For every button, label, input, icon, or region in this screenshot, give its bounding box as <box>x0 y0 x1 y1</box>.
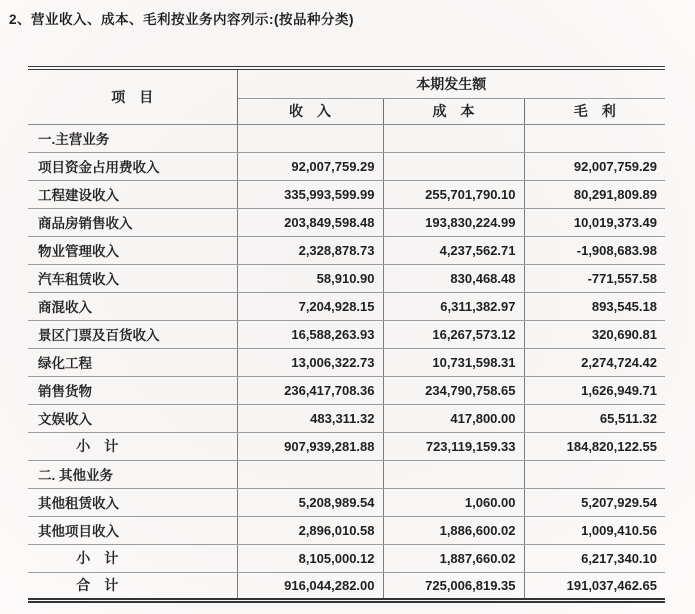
item-label-cell: 物业管理收入 <box>28 236 237 264</box>
income-value-cell: 2,896,010.58 <box>237 516 383 544</box>
cost-value-cell: 830,468.48 <box>383 264 524 292</box>
cost-value-cell: 1,886,600.02 <box>383 516 524 544</box>
income-value-cell: 8,105,000.12 <box>237 544 383 572</box>
profit-value-cell: 1,009,410.56 <box>524 516 665 544</box>
table-row <box>28 292 665 320</box>
table-row <box>28 404 665 432</box>
income-value-cell: 5,208,989.54 <box>237 488 383 516</box>
profit-value-cell: 5,207,929.54 <box>524 488 665 516</box>
header-row-group <box>28 68 665 98</box>
income-value-cell: 16,588,263.93 <box>237 320 383 348</box>
income-value-cell: 92,007,759.29 <box>237 152 383 180</box>
profit-value-cell: 893,545.18 <box>524 292 665 320</box>
item-label-cell: 小 计 <box>28 544 237 572</box>
item-label-cell: 二. 其他业务 <box>28 460 237 488</box>
item-label-cell: 项目资金占用费收入 <box>28 152 237 180</box>
cost-value-cell: 6,311,382.97 <box>383 292 524 320</box>
cost-value-cell: 16,267,573.12 <box>383 320 524 348</box>
profit-value-cell: 6,217,340.10 <box>524 544 665 572</box>
item-label-cell: 小 计 <box>28 432 237 460</box>
item-label-cell: 其他项目收入 <box>28 516 237 544</box>
cost-value-cell: 255,701,790.10 <box>383 180 524 208</box>
profit-value-cell: -771,557.58 <box>524 264 665 292</box>
item-label-cell: 商品房销售收入 <box>28 208 237 236</box>
profit-value-cell: 92,007,759.29 <box>524 152 665 180</box>
page-title: 2、营业收入、成本、毛利按业务内容列示:(按品种分类) <box>9 12 354 27</box>
table-row <box>28 572 665 600</box>
income-value-cell: 335,993,599.99 <box>237 180 383 208</box>
column-header-profit: 毛 利 <box>524 98 665 124</box>
income-value-cell: 916,044,282.00 <box>284 577 375 593</box>
profit-value-cell: -1,908,683.98 <box>524 236 665 264</box>
profit-value-cell <box>524 460 665 488</box>
table-header <box>28 68 665 124</box>
item-label-cell: 销售货物 <box>28 376 237 404</box>
table-row <box>28 376 665 404</box>
item-label-cell: 工程建设收入 <box>28 180 237 208</box>
cost-value-cell: 1,060.00 <box>383 488 524 516</box>
table-row <box>28 544 665 572</box>
profit-value-cell: 2,274,724.42 <box>524 348 665 376</box>
cost-value-cell: 10,731,598.31 <box>383 348 524 376</box>
profit-value-cell: 80,291,809.89 <box>524 180 665 208</box>
cost-value-cell <box>383 124 524 152</box>
column-header-income: 收 入 <box>237 98 383 124</box>
item-label-cell: 合 计 <box>28 572 237 600</box>
table-row <box>28 516 665 544</box>
profit-value-cell: 191,037,462.65 <box>524 572 665 600</box>
profit-value-cell: 65,511.32 <box>524 404 665 432</box>
profit-value-cell: 10,019,373.49 <box>524 208 665 236</box>
income-value-cell: 907,939,281.88 <box>237 432 383 460</box>
table-row <box>28 320 665 348</box>
item-label-cell: 商混收入 <box>28 292 237 320</box>
profit-value-cell: 1,626,949.71 <box>524 376 665 404</box>
column-header-item: 项 目 <box>28 68 237 124</box>
income-value-cell <box>237 124 383 152</box>
cost-value-cell: 234,790,758.65 <box>383 376 524 404</box>
item-label-cell: 汽车租赁收入 <box>28 264 237 292</box>
income-value-cell: 2,328,878.73 <box>237 236 383 264</box>
table-row <box>28 124 665 152</box>
item-label-cell: 一.主营业务 <box>28 124 237 152</box>
table-row <box>28 152 665 180</box>
income-value-cell <box>237 460 383 488</box>
cost-value-cell <box>383 152 524 180</box>
cost-value-cell: 723,119,159.33 <box>383 432 524 460</box>
income-value-cell: 483,311.32 <box>237 404 383 432</box>
cost-value-cell: 417,800.00 <box>383 404 524 432</box>
table-row <box>28 460 665 488</box>
cost-value-cell <box>383 460 524 488</box>
item-label-cell: 景区门票及百货收入 <box>28 320 237 348</box>
column-header-cost: 成 本 <box>383 98 524 124</box>
column-header-period-group: 本期发生额 <box>237 68 665 98</box>
item-label-cell: 文娱收入 <box>28 404 237 432</box>
table-row <box>28 208 665 236</box>
table-row <box>28 236 665 264</box>
item-label-cell: 其他租赁收入 <box>28 488 237 516</box>
table-row <box>28 180 665 208</box>
revenue-cost-profit-table <box>28 66 665 603</box>
profit-value-cell: 320,690.81 <box>524 320 665 348</box>
income-value-cell: 13,006,322.73 <box>237 348 383 376</box>
income-value-cell: 236,417,708.36 <box>237 376 383 404</box>
income-value-cell: 58,910.90 <box>237 264 383 292</box>
profit-value-cell <box>524 124 665 152</box>
table-row <box>28 488 665 516</box>
table-body <box>28 124 665 600</box>
cost-value-cell: 193,830,224.99 <box>383 208 524 236</box>
income-value-cell: 203,849,598.48 <box>237 208 383 236</box>
income-value-cell: 7,204,928.15 <box>237 292 383 320</box>
item-label-cell: 绿化工程 <box>28 348 237 376</box>
cost-value-cell: 725,006,819.35 <box>383 572 524 600</box>
cost-value-cell: 1,887,660.02 <box>383 544 524 572</box>
profit-value-cell: 184,820,122.55 <box>524 432 665 460</box>
table-row <box>28 264 665 292</box>
table-row <box>28 348 665 376</box>
cost-value-cell: 4,237,562.71 <box>383 236 524 264</box>
table-row <box>28 432 665 460</box>
